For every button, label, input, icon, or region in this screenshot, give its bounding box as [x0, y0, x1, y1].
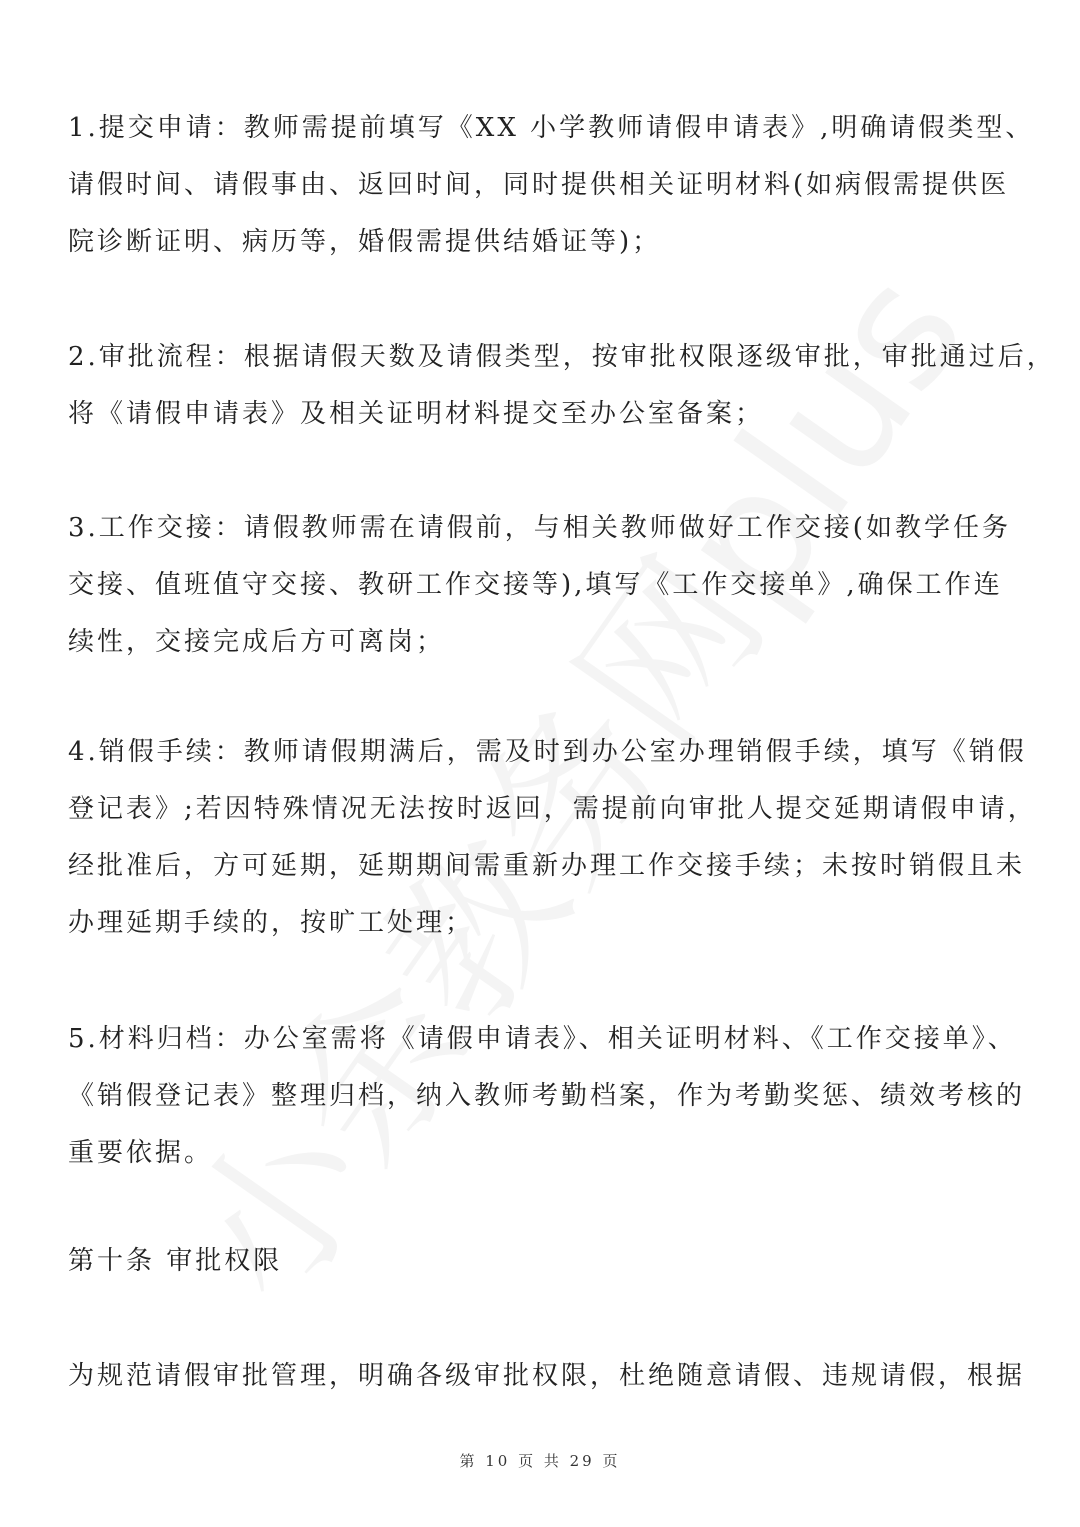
text-line: 5.材料归档：办公室需将《请假申请表》、相关证明材料、《工作交接单》、 [68, 1024, 1017, 1054]
text-line: 办理延期手续的，按旷工处理； [68, 908, 475, 938]
text-line: 院诊断证明、病历等，婚假需提供结婚证等)； [68, 227, 662, 257]
section-title: 第十条 审批权限 [68, 1246, 283, 1276]
text-line: 续性，交接完成后方可离岗； [68, 627, 446, 657]
paragraph-submit-application [68, 100, 1035, 271]
paragraph-archiving [68, 1011, 1026, 1182]
text-line: 4.销假手续：教师请假期满后，需及时到办公室办理销假手续，填写《销假 [68, 737, 1027, 767]
text-line: 《销假登记表》整理归档，纳入教师考勤档案，作为考勤奖惩、绩效考核的 [68, 1081, 1026, 1111]
paragraph-approval-authority [68, 1348, 1026, 1405]
text-line: 请假时间、请假事由、返回时间，同时提供相关证明材料(如病假需提供医 [68, 170, 1010, 200]
text-line: 将《请假申请表》及相关证明材料提交至办公室备案； [68, 399, 765, 429]
text-line: 登记表》;若因特殊情况无法按时返回，需提前向审批人提交延期请假申请， [68, 794, 1037, 824]
paragraph-leave-cancellation [68, 724, 1037, 952]
text-line: 1.提交申请：教师需提前填写《XX 小学教师请假申请表》,明确请假类型、 [68, 113, 1035, 143]
text-line: 3.工作交接：请假教师需在请假前，与相关教师做好工作交接(如教学任务 [68, 513, 1011, 543]
text-line: 2.审批流程：根据请假天数及请假类型，按审批权限逐级审批，审批通过后， [68, 342, 1056, 372]
text-line: 重要依据。 [68, 1138, 214, 1168]
text-line: 交接、值班值守交接、教研工作交接等),填写《工作交接单》,确保工作连 [68, 570, 1003, 600]
paragraph-work-handover [68, 500, 1016, 671]
paragraph-approval-process [68, 329, 1056, 443]
section-heading [68, 1233, 1016, 1290]
page-number-footer: 第 10 页 共 29 页 [459, 1452, 621, 1470]
text-line: 经批准后，方可延期，延期期间需重新办理工作交接手续；未按时销假且未 [68, 851, 1026, 881]
text-line: 为规范请假审批管理，明确各级审批权限，杜绝随意请假、违规请假，根据 [68, 1361, 1026, 1391]
